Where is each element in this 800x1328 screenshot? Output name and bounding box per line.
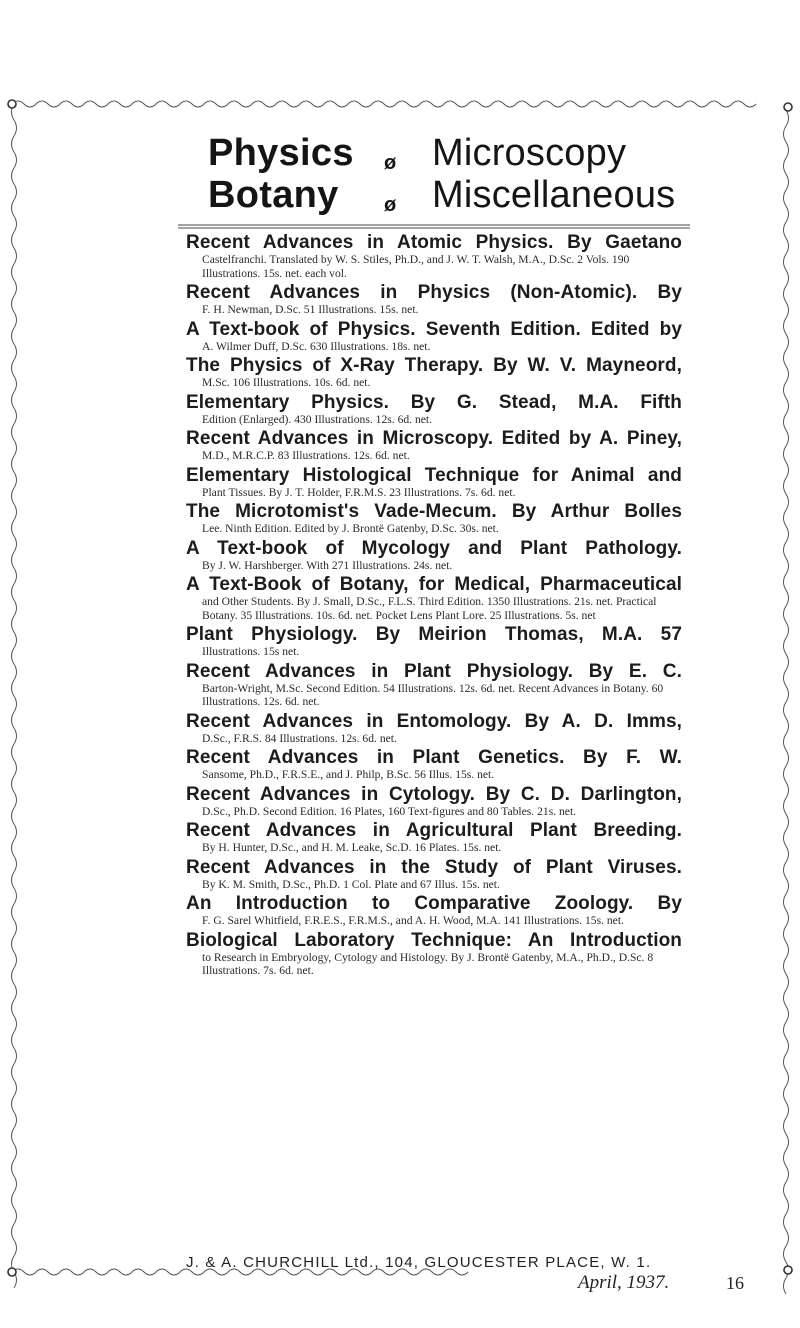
- book-title: Recent Advances in Physics (Non-Atomic). By: [186, 282, 682, 303]
- left-wavy-rule: [12, 104, 17, 1288]
- corner-ornament-top-left: [8, 100, 16, 108]
- book-details: Sansome, Ph.D., F.R.S.E., and J. Philp, B.Sc. 56 Illus. 15s. net.: [202, 768, 495, 781]
- book-details: Castelfranchi. Translated by W. S. Stiles, Ph.D., and J. W. T. Walsh, M.A., D.Sc. 2 Vols. 190 Illustrations. 15s. net. each vol.: [202, 253, 630, 280]
- book-details: F. H. Newman, D.Sc. 51 Illustrations. 15s. net.: [202, 303, 419, 316]
- book-entry: [186, 428, 682, 463]
- book-title: Recent Advances in Atomic Physics. By Gaetano: [186, 232, 682, 253]
- book-details: Edition (Enlarged). 430 Illustrations. 12s. 6d. net.: [202, 412, 433, 426]
- book-entry: [186, 930, 682, 978]
- book-list: [186, 232, 682, 980]
- header-microscopy: Microscopy: [432, 132, 627, 174]
- book-title: A Text-book of Mycology and Plant Pathology.: [186, 537, 682, 559]
- book-entry: [186, 747, 682, 782]
- book-title: Elementary Physics. By G. Stead, M.A. Fifth: [186, 391, 682, 413]
- book-details: Barton-Wright, M.Sc. Second Edition. 54 Illustrations. 12s. 6d. net. Recent Advances in Botany. 60 Illustrations. 12s. 6d. net.: [202, 681, 664, 708]
- book-entry: [186, 501, 682, 536]
- book-entry: [186, 661, 682, 709]
- book-details: Lee. Ninth Edition. Edited by J. Brontë Gatenby, D.Sc. 30s. net.: [202, 522, 499, 535]
- book-details: M.D., M.R.C.P. 83 Illustrations. 12s. 6d. net.: [202, 449, 410, 462]
- book-entry: [186, 392, 682, 427]
- book-title: Recent Advances in Plant Physiology. By E. C.: [186, 660, 682, 682]
- page-number: 16: [726, 1273, 744, 1293]
- book-entry: [186, 319, 682, 354]
- book-entry: [186, 893, 682, 928]
- book-details: D.Sc., Ph.D. Second Edition. 16 Plates, 160 Text-figures and 80 Tables. 21s. net.: [202, 804, 577, 818]
- header-miscellaneous: Miscellaneous: [432, 174, 676, 216]
- book-entry: [186, 711, 682, 746]
- book-entry: [186, 784, 682, 819]
- book-details: M.Sc. 106 Illustrations. 10s. 6d. net.: [202, 376, 371, 389]
- book-entry: [186, 355, 682, 390]
- book-title: The Physics of X-Ray Therapy. By W. V. Mayneord,: [186, 355, 682, 376]
- book-title: A Text-book of Physics. Seventh Edition. Edited by: [186, 318, 682, 340]
- book-title: Recent Advances in Cytology. By C. D. Darlington,: [186, 783, 682, 805]
- book-details: Plant Tissues. By J. T. Holder, F.R.M.S. 23 Illustrations. 7s. 6d. net.: [202, 485, 516, 499]
- book-entry: [186, 624, 682, 659]
- book-title: Recent Advances in Microscopy. Edited by A. Piney,: [186, 428, 682, 449]
- book-details: D.Sc., F.R.S. 84 Illustrations. 12s. 6d. net.: [202, 731, 397, 745]
- book-details: By K. M. Smith, D.Sc., Ph.D. 1 Col. Plate and 67 Illus. 15s. net.: [202, 877, 500, 891]
- book-title: Recent Advances in the Study of Plant Viruses.: [186, 856, 682, 878]
- book-entry: [186, 282, 682, 317]
- book-title: The Microtomist's Vade-Mecum. By Arthur Bolles: [186, 501, 682, 522]
- book-title: A Text-Book of Botany, for Medical, Pharmaceutical: [186, 574, 682, 595]
- top-wavy-rule: [12, 101, 756, 107]
- book-details: By J. W. Harshberger. With 271 Illustrations. 24s. net.: [202, 558, 453, 572]
- book-title: Elementary Histological Technique for Animal and: [186, 464, 682, 486]
- book-details: By H. Hunter, D.Sc., and H. M. Leake, Sc.D. 16 Plates. 15s. net.: [202, 841, 502, 854]
- header-botany: Botany: [208, 174, 339, 216]
- book-entry: [186, 465, 682, 500]
- header-physics: Physics: [208, 132, 354, 174]
- book-title: Plant Physiology. By Meirion Thomas, M.A. 57: [186, 624, 682, 645]
- book-title: Recent Advances in Entomology. By A. D. Imms,: [186, 710, 682, 732]
- issue-date: April, 1937.: [578, 1272, 670, 1293]
- book-details: F. G. Sarel Whitfield, F.R.E.S., F.R.M.S., and A. H. Wood, M.A. 141 Illustrations. 15s. net.: [202, 914, 624, 927]
- book-details: A. Wilmer Duff, D.Sc. 630 Illustrations. 18s. net.: [202, 339, 431, 353]
- corner-ornament-bottom-left: [8, 1268, 16, 1276]
- header-ornament-2: ø: [384, 194, 397, 216]
- book-title: Recent Advances in Agricultural Plant Breeding.: [186, 820, 682, 841]
- corner-ornament-top-right: [784, 103, 792, 111]
- publisher-footer: J. & A. CHURCHILL Ltd., 104, GLOUCESTER PLACE, W. 1.: [186, 1254, 652, 1271]
- book-title: An Introduction to Comparative Zoology. By: [186, 893, 682, 914]
- book-entry: [186, 574, 682, 622]
- book-entry: [186, 232, 682, 280]
- book-details: Illustrations. 15s net.: [202, 645, 300, 658]
- book-title: Biological Laboratory Technique: An Introduction: [186, 929, 682, 951]
- book-entry: [186, 820, 682, 855]
- book-entry: [186, 538, 682, 573]
- corner-ornament-bottom-right: [784, 1266, 792, 1274]
- book-entry: [186, 857, 682, 892]
- header-ornament-1: ø: [384, 152, 397, 174]
- right-wavy-rule: [784, 110, 789, 1294]
- book-details: and Other Students. By J. Small, D.Sc., F.L.S. Third Edition. 1350 Illustrations. 21s. net. Practical Botany. 35 Illustrations. 10s. 6d. net. Pocket Lens Plant Lore. 25 Illustrations. 5s. net: [202, 595, 657, 622]
- book-title: Recent Advances in Plant Genetics. By F. W.: [186, 747, 682, 768]
- book-details: to Research in Embryology, Cytology and Histology. By J. Brontë Gatenby, M.A., Ph.D., D.Sc. 8 Illustrations. 7s. 6d. net.: [202, 950, 654, 977]
